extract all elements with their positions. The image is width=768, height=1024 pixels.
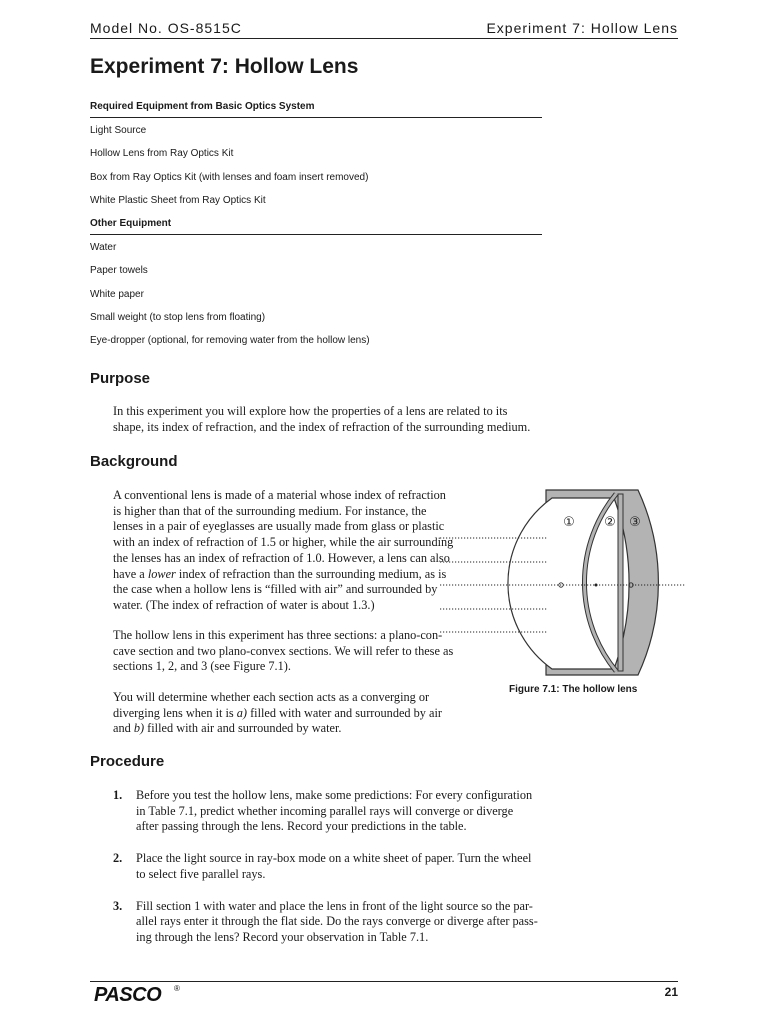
section-3-label: ③ [629,515,641,530]
hollow-lens-figure [430,485,690,680]
purpose-heading: Purpose [90,370,151,387]
step-text [136,899,543,946]
text-line: Before you test the hollow lens, make some predictions: For every configuration [136,788,533,802]
text-run: index of refraction than the surrounding medium, as is [175,566,447,581]
procedure-list [113,788,543,962]
footer-rule [90,981,678,982]
text-line: the lenses has an index of refraction of 1.0. However, a lens can also [113,550,450,565]
emphasis-lower: lower [147,566,176,581]
equipment-item: Paper towels [90,265,148,277]
required-equipment-heading: Required Equipment from Basic Optics System [90,101,542,118]
step-number: 3. [113,898,123,913]
procedure-heading: Procedure [90,753,165,770]
text-line: A conventional lens is made of a material whose index of refraction [113,488,446,502]
text-line: The hollow lens in this experiment has three sections: a plano-con- [113,628,443,642]
equipment-item: Light Source [90,125,147,136]
procedure-step [113,851,543,882]
text-run: and [113,721,134,736]
background-paragraph-1 [113,488,453,614]
running-title: Experiment 7: Hollow Lens [486,20,678,36]
other-equipment-heading: Other Equipment [90,218,542,235]
model-number: Model No. OS-8515C [90,20,242,36]
equipment-item: Water [90,242,117,253]
emphasis-a: a) [236,705,248,720]
text-line: with an index of refraction of 1.5 or higher, while the air surrounding [113,535,454,550]
equipment-item: Box from Ray Optics Kit (with lenses and foam insert removed) [90,171,369,183]
text-line: shape, its index of refraction, and the index of refraction of the surrounding medium. [113,419,531,434]
text-run: filled with air and surrounded by water. [144,721,342,736]
logo-wordmark: PASCO [94,984,162,1005]
procedure-step [113,788,543,835]
text-line: is higher than that of the surrounding medium. For instance, the [113,503,427,518]
procedure-step [113,899,543,946]
registered-mark: ® [174,984,180,993]
background-heading: Background [90,453,178,470]
text-line: cave section and two plano-convex sections. We will refer to these as [113,643,454,658]
equipment-item: Small weight (to stop lens from floating) [90,311,266,323]
equipment-item: White Plastic Sheet from Ray Optics Kit [90,194,266,206]
other-equipment-table [90,218,542,354]
text-run: filled with water and surrounded by air [247,705,443,720]
text-run: have a [113,566,148,581]
step-number: 2. [113,851,123,866]
text-run: diverging lens when it is [113,705,237,720]
text-line [113,567,453,583]
purpose-paragraph [113,404,530,435]
text-line: In this experiment you will explore how the properties of a lens are related to its [113,404,508,418]
text-line: water. (The index of refraction of water is about 1.3.) [113,597,375,612]
text-line: after passing through the lens. Record your predictions in the table. [136,819,467,834]
text-line: ing through the lens? Record your observation in Table 7.1. [136,929,429,944]
equipment-item: Hollow Lens from Ray Optics Kit [90,148,234,160]
text-line [113,706,442,722]
text-line: lenses in a pair of eyeglasses are usually made from glass or plastic [113,519,445,534]
page-title: Experiment 7: Hollow Lens [90,55,359,78]
text-line: in Table 7.1, predict whether incoming parallel rays will converge or diverge [136,803,514,818]
text-line: the case when a hollow lens is “filled with air” and surrounded by [113,582,438,597]
pasco-logo [92,983,192,1005]
text-line: allel rays enter it through the flat side. Do the rays converge or diverge after pass- [136,914,538,929]
step-text [136,788,543,835]
page-number: 21 [664,985,678,999]
page-header [90,18,678,39]
required-equipment-table [90,101,542,214]
text-line: Place the light source in ray-box mode on a white sheet of paper. Turn the wheel [136,851,532,866]
equipment-item: White paper [90,288,144,300]
equipment-item: Eye-dropper (optional, for removing water from the hollow lens) [90,335,370,347]
flat-divider [618,494,623,671]
section-1-label: ① [563,515,575,530]
background-paragraph-2 [113,628,453,675]
step-text [136,851,543,882]
background-paragraph-3 [113,690,442,737]
figure-caption: Figure 7.1: The hollow lens [509,684,638,695]
step-number: 1. [113,788,123,802]
text-line [113,721,442,737]
text-line: to select five parallel rays. [136,866,266,881]
axis-marker [595,584,598,587]
text-line: sections 1, 2, and 3 (see Figure 7.1). [113,659,291,674]
text-line: You will determine whether each section acts as a converging or [113,690,430,704]
emphasis-b: b) [133,721,145,736]
section-2-label: ② [604,515,616,530]
text-line: Fill section 1 with water and place the lens in front of the light source so the par- [136,898,533,913]
